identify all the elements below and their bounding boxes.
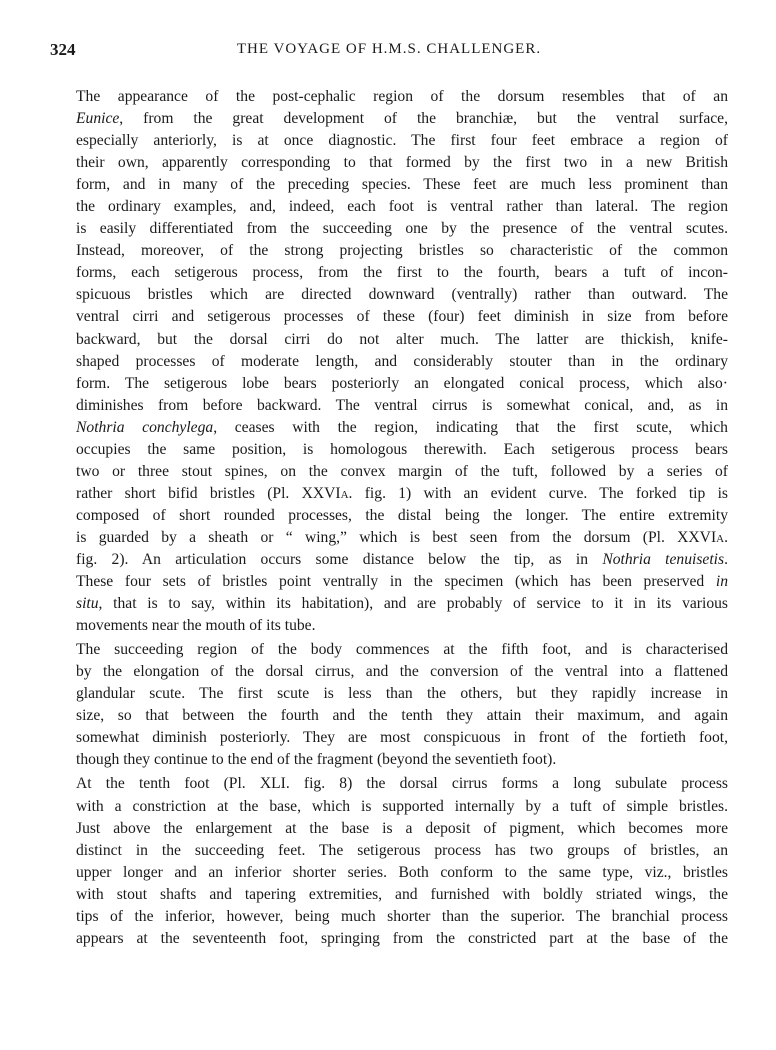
running-title: THE VOYAGE OF H.M.S. CHALLENGER. [236,41,542,57]
text-line: occupies the same position, is homologous therewith. Each setigerous process bears [76,440,728,458]
text-line: somewhat diminish posteriorly. They are most conspicuous in front of the fortieth foot, [76,729,728,747]
text-line: situ, that is to say, within its habitation), and are probably of service to it in its various [76,595,728,613]
text-line: form. The setigerous lobe bears posteriorly an elongated conical process, which also· [76,374,728,392]
text-line: Eunice, from the great development of the branchiæ, but the ventral surface, [76,110,728,128]
text-line: with stout shafts and tapering extremities, and furnished with boldly striated wings, the [76,885,728,903]
text-line: Instead, moreover, of the strong projecting bristles so characteristic of the common [76,242,728,260]
text-line: two or three stout spines, on the convex margin of the tuft, followed by a series of [76,462,728,480]
text-line: glandular scute. The first scute is less than the others, but they rapidly increase in [76,685,728,703]
text-line: diminishes from before backward. The ventral cirrus is somewhat conical, and, as in [76,396,728,414]
text-line: tips of the inferior, however, being much shorter than the superior. The branchial process [76,907,728,925]
page-number: 324 [50,40,76,59]
text-line: appears at the seventeenth foot, springing from the constricted part at the base of the [76,929,728,947]
text-line: upper longer and an inferior shorter series. Both conform to the same type, viz., bristles [76,863,728,881]
paragraph-2 [50,639,728,771]
text-line: forms, each setigerous process, from the first to the fourth, bears a tuft of incon- [76,264,728,282]
text-line: backward, but the dorsal cirri do not alter much. The latter are thickish, knife- [76,330,728,348]
text-line: Just above the enlargement at the base is a deposit of pigment, which becomes more [76,819,728,837]
text-line: The appearance of the post-cephalic region of the dorsum resembles that of an [76,88,728,105]
text-line: ventral cirri and setigerous processes of these (four) feet diminish in size from before [76,308,728,326]
text-line: especially anteriorly, is at once diagnostic. The first four feet embrace a region of [76,132,728,150]
text-line: is easily differentiated from the succeeding one by the presence of the ventral scutes. [76,220,728,238]
text-line: is guarded by a sheath or “ wing,” which is best seen from the dorsum (Pl. XXVIa. [76,528,728,546]
paragraph-3 [50,773,728,949]
text-line: composed of short rounded processes, the distal being the longer. The entire extremity [76,506,728,524]
body-text [50,86,728,950]
text-line: by the elongation of the dorsal cirrus, and the conversion of the ventral into a flattened [76,663,728,681]
text-line: spicuous bristles which are directed downward (ventrally) rather than outward. The [76,286,728,304]
text-line: shaped processes of moderate length, and considerably stouter than in the ordinary [76,352,728,370]
text-line: The succeeding region of the body commences at the fifth foot, and is characterised [76,641,728,659]
text-line: size, so that between the fourth and the tenth they attain their maximum, and again [76,707,728,725]
text-line: form, and in many of the preceding species. These feet are much less prominent than [76,176,728,194]
text-line: movements near the mouth of its tube. [76,617,316,635]
text-line: though they continue to the end of the fragment (beyond the seventieth foot). [76,751,557,769]
text-line: These four sets of bristles point ventrally in the specimen (which has been preserved in [76,573,728,591]
paragraph-1 [50,86,728,637]
text-line: rather short bifid bristles (Pl. XXVIa. fig. 1) with an evident curve. The forked tip is [76,484,728,502]
text-line: their own, apparently corresponding to that formed by the first two in a new British [76,154,728,172]
text-line: Nothria conchylega, ceases with the region, indicating that the first scute, which [76,418,728,436]
text-line: with a constriction at the base, which is supported internally by a tuft of simple bristles. [76,797,728,815]
text-line: distinct in the succeeding feet. The setigerous process has two groups of bristles, an [76,841,728,859]
page-header [50,40,728,66]
text-line: At the tenth foot (Pl. XLI. fig. 8) the dorsal cirrus forms a long subulate process [76,775,728,793]
text-line: fig. 2). An articulation occurs some distance below the tip, as in Nothria tenuisetis. [76,550,728,568]
text-line: the ordinary examples, and, indeed, each foot is ventral rather than lateral. The region [76,198,728,216]
